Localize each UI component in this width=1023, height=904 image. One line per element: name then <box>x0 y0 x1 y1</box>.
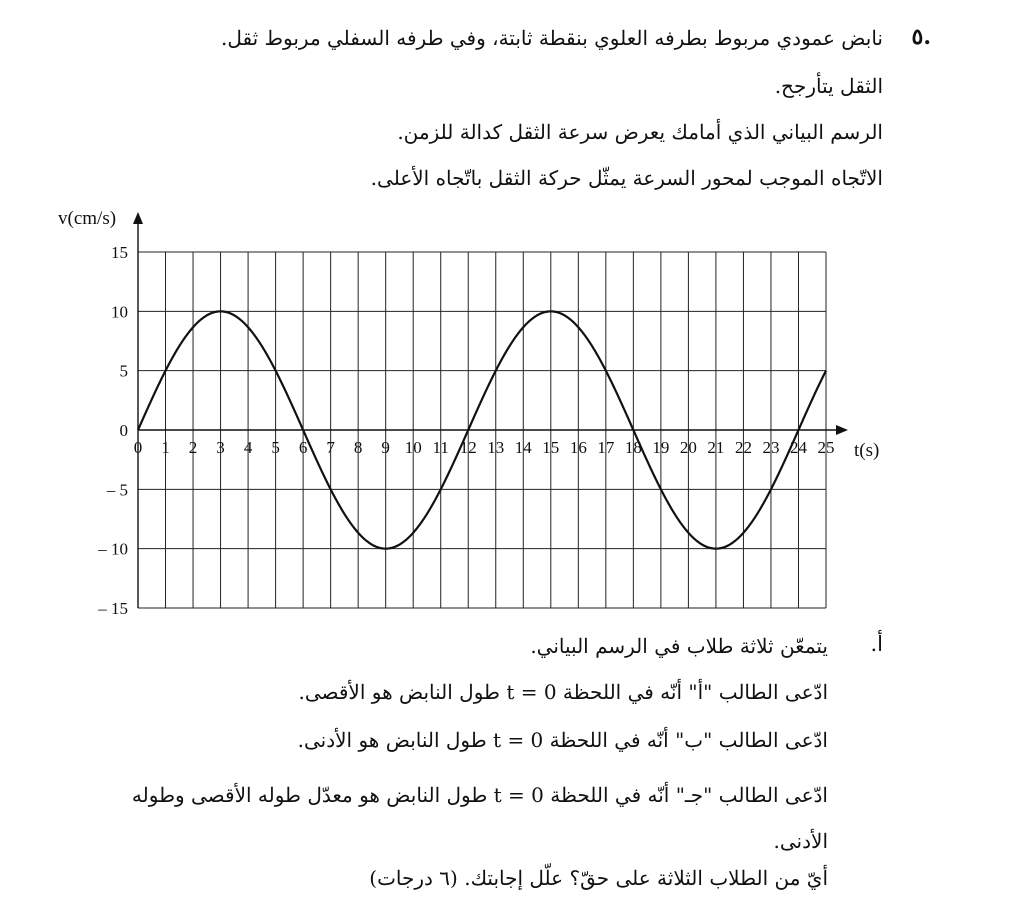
x-tick-label: 7 <box>326 438 335 457</box>
x-tick-label: 25 <box>817 438 835 457</box>
x-tick-label: 11 <box>432 438 449 457</box>
part-a-intro: يتمعّن ثلاثة طلاب في الرسم البياني. <box>530 634 828 658</box>
x-tick-label: 0 <box>133 438 143 457</box>
part-a-question: أيّ من الطلاب الثلاثة على حقّ؟ علّل إجابتك. (٦ درجات) <box>369 866 828 890</box>
x-tick-label: 18 <box>624 438 642 457</box>
y-tick-label: – 15 <box>98 599 128 618</box>
y-tick-label: – 10 <box>98 539 128 559</box>
y-tick-label: 0 <box>119 421 128 440</box>
x-tick-label: 22 <box>734 438 752 457</box>
x-tick-label: 12 <box>459 438 477 457</box>
x-tick-label: 2 <box>188 438 198 457</box>
student-c-claim: ادّعى الطالب "جـ" أنّه في اللحظة t = 0 طول النابض هو معدّل طوله الأقصى وطوله الأدنى. <box>131 783 828 853</box>
x-tick-label: 16 <box>569 438 587 457</box>
x-tick-label: 13 <box>487 438 505 457</box>
question-line-1: نابض عمودي مربوط بطرفه العلوي بنقطة ثابتة، وفي طرفه السفلي مربوط ثقل. <box>220 26 883 50</box>
x-axis-label: t(s) <box>854 440 880 461</box>
x-tick-label: 9 <box>381 438 390 457</box>
x-tick-label: 21 <box>707 438 725 457</box>
y-tick-label: 15 <box>111 243 128 262</box>
student-a-claim: ادّعى الطالب "أ" أنّه في اللحظة t = 0 طول النابض هو الأقصى. <box>298 680 828 704</box>
x-tick-label: 3 <box>216 438 225 457</box>
x-tick-label: 1 <box>161 438 170 457</box>
part-a-label: أ. <box>870 632 883 656</box>
x-tick-label: 5 <box>271 438 280 457</box>
student-b-claim: ادّعى الطالب "ب" أنّه في اللحظة t = 0 طول النابض هو الأدنى. <box>297 728 828 752</box>
x-tick-label: 6 <box>298 438 308 457</box>
y-tick-label: 5 <box>119 361 128 381</box>
x-tick-label: 24 <box>789 438 807 457</box>
x-tick-label: 8 <box>353 438 363 457</box>
question-line-4: الاتّجاه الموجب لمحور السرعة يمثّل حركة الثقل باتّجاه الأعلى. <box>370 166 883 190</box>
x-tick-label: 10 <box>404 438 422 457</box>
x-axis-arrow <box>836 425 848 435</box>
x-tick-label: 15 <box>542 438 560 457</box>
x-tick-label: 17 <box>597 438 615 457</box>
y-tick-label: – 5 <box>106 480 128 500</box>
question-line-2: الثقل يتأرجح. <box>774 74 883 98</box>
y-axis-arrow <box>133 212 143 224</box>
velocity-time-chart <box>0 200 1023 620</box>
x-tick-label: 20 <box>679 438 697 457</box>
x-tick-label: 19 <box>652 438 670 457</box>
question-number: ٥. <box>911 24 931 50</box>
y-tick-label: 10 <box>111 302 128 322</box>
x-tick-label: 23 <box>762 438 780 457</box>
question-line-3: الرسم البياني الذي أمامك يعرض سرعة الثقل كدالة للزمن. <box>397 120 883 144</box>
x-tick-label: 4 <box>243 438 253 457</box>
y-axis-label: v(cm/s) <box>58 208 117 229</box>
x-tick-label: 14 <box>514 438 532 457</box>
